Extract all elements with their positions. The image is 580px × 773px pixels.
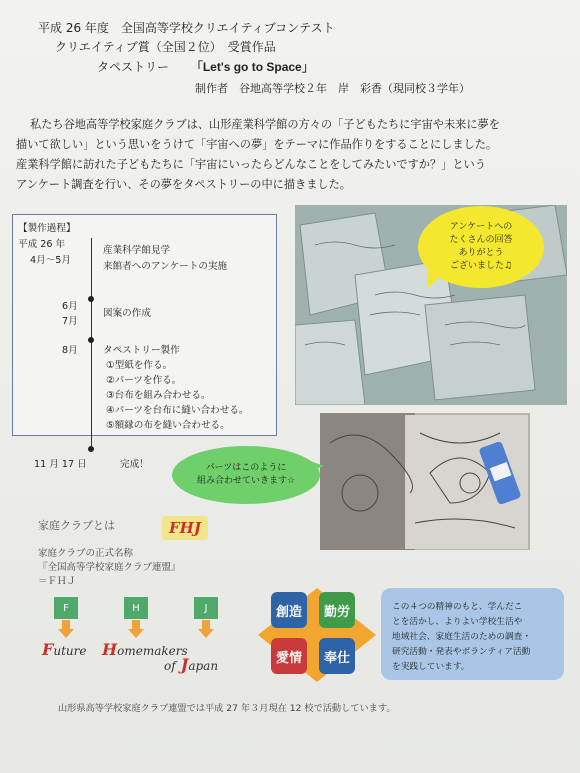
timeline-event-1a: 産業科学館見学: [103, 245, 171, 256]
official-name-abbrev: ＝ＦＨＪ: [38, 576, 77, 587]
parts-speech-bubble: [172, 446, 320, 504]
timeline-event-3: タペストリー製作: [103, 345, 180, 356]
contest-title: 平成 26 年度 全国高等学校クリエイティブコンテスト: [38, 21, 335, 35]
timeline-line: [91, 238, 92, 448]
timeline-dot: [88, 446, 94, 452]
work-name: 「Let's go to Space」: [190, 60, 314, 74]
timeline-period-3: 8月: [62, 345, 78, 356]
spirits-line: を実践しています。: [392, 662, 470, 672]
spirit-labor-tile: 勤労: [319, 592, 355, 628]
club-heading: 家庭クラブとは: [38, 519, 115, 532]
word-initial: F: [42, 640, 54, 659]
word-rest: omemakers: [117, 644, 188, 658]
arrow-h-head: [128, 629, 144, 638]
spirit-love-tile: 愛情: [271, 638, 307, 674]
timeline-period-2b: 7月: [62, 316, 78, 327]
word-future: [42, 640, 86, 659]
spirits-line: この４つの精神のもと、学んだこ: [392, 602, 523, 612]
bubble-line: アンケートへの: [449, 222, 513, 232]
intro-line-1: 私たち谷地高等学校家庭クラブは、山形産業科学館の方々の「子どもたちに宇宙や未来に夢を: [30, 118, 500, 131]
work-title: [97, 58, 314, 75]
timeline-event-4: 完成！: [120, 459, 149, 470]
word-rest: uture: [53, 644, 87, 658]
bubble-line: たくさんの回答: [449, 235, 513, 245]
intro-line-2: 描いて欲しい」という思いをうけて「宇宙への夢」をテーマに作品作りをすることにしました。: [16, 138, 498, 151]
bubble-line: ございました♫: [449, 261, 513, 271]
bubble-line: パーツはこのように: [205, 463, 287, 473]
word-rest: apan: [188, 659, 219, 673]
timeline-step-5: ⑤額縁の布を縫い合わせる。: [106, 420, 230, 431]
bubble-tail: [302, 458, 324, 474]
timeline-period-2a: 6月: [62, 301, 78, 312]
fabric-parts-image: [320, 413, 530, 550]
timeline-dot: [88, 296, 94, 302]
spirits-line: 研究活動・発表やボランティア活動: [392, 647, 531, 657]
bubble-tail: [428, 270, 446, 288]
spirit-service-tile: 奉仕: [319, 638, 355, 674]
letter-f-box: F: [54, 597, 78, 619]
spirit-creation-tile: 創造: [271, 592, 307, 628]
fabric-parts-photo: [320, 413, 530, 550]
award-title: クリエイティブ賞（全国２位） 受賞作品: [55, 40, 276, 54]
timeline-step-1: ①型紙を作る。: [106, 360, 173, 371]
intro-line-3: 産業科学館に訪れた子どもたちに「宇宙にいったらどんなことをしてみたいですか？」という: [16, 158, 486, 171]
arrow-j-head: [198, 629, 214, 638]
timeline-title: 【製作過程】: [18, 223, 76, 234]
fhj-logo: FHJ: [162, 516, 208, 540]
official-name-label: 家庭クラブの正式名称: [38, 548, 134, 559]
word-initial: H: [102, 640, 118, 659]
timeline-event-2: 図案の作成: [103, 308, 151, 319]
word-of: of: [164, 659, 176, 673]
timeline-period-1: 4月～5月: [30, 255, 71, 266]
letter-j-box: J: [194, 597, 218, 619]
timeline-step-3: ③台布を組み合わせる。: [106, 390, 211, 401]
arrow-f-head: [58, 629, 74, 638]
bubble-line: 組み合わせていきます☆: [196, 476, 296, 486]
word-of-japan: [164, 655, 218, 674]
letter-h-box: H: [124, 597, 148, 619]
timeline-period-4: 11 月 17 日: [34, 459, 87, 470]
timeline-dot: [88, 337, 94, 343]
timeline-year: 平成 26 年: [18, 239, 66, 250]
creator-line: 制作者 谷地高等学校２年 岸 彩香（現同校３学年）: [195, 82, 470, 95]
bubble-line: ありがとう: [458, 248, 504, 258]
footer-note: 山形県高等学校家庭クラブ連盟では平成 27 年３月現在 12 校で活動しています。: [58, 703, 396, 714]
work-type: タペストリー: [97, 60, 170, 74]
official-name: 『全国高等学校家庭クラブ連盟』: [38, 562, 181, 573]
intro-line-4: アンケート調査を行い、その夢をタペストリーの中に描きました。: [16, 178, 351, 191]
timeline-event-1b: 来館者へのアンケートの実施: [103, 261, 228, 272]
spirits-description: [392, 600, 531, 675]
spirits-line: 地域社会、家庭生活のための調査・: [392, 632, 531, 642]
timeline-step-2: ②パーツを作る。: [106, 375, 182, 386]
timeline-step-4: ④パーツを台布に縫い合わせる。: [106, 405, 249, 416]
word-initial: J: [180, 655, 189, 674]
spirits-line: とを活かし、よりよい学校生活や: [392, 617, 523, 627]
